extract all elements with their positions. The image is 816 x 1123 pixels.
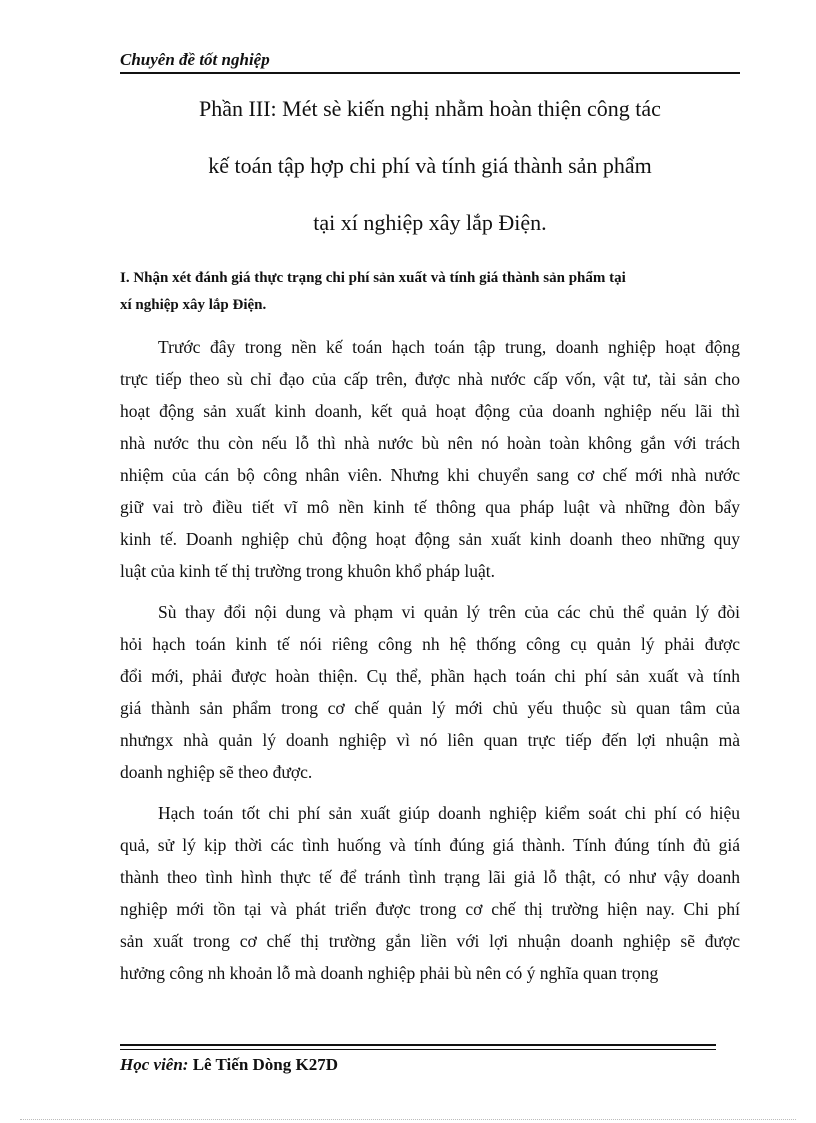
paragraph-2-line: đổi mới, phải được hoàn thiện. Cụ thể, phần hạch toán chi phí sản xuất và tính [120, 666, 740, 686]
paragraph-3-line: Hạch toán tốt chi phí sản xuất giúp doanh nghiệp kiểm soát chi phí có hiệu [158, 803, 740, 823]
paragraph-2-line: hỏi hạch toán kinh tế nói riêng công nh hệ thống công cụ quản lý phải được [120, 634, 740, 654]
title-line-1: Phần III: Mét sè kiến nghị nhằm hoàn thiện công tác [199, 96, 661, 121]
paragraph-2-line: doanh nghiệp sẽ theo được. [120, 762, 313, 782]
paragraph-1-line: hoạt động sản xuất kinh doanh, kết quả hoạt động của doanh nghiệp nếu lãi thì [120, 401, 740, 421]
title-line-2: kế toán tập hợp chi phí và tính giá thành sản phẩm [208, 153, 652, 178]
footer-label: Học viên: [120, 1055, 189, 1074]
page-header [120, 48, 740, 74]
paragraph-1-line: luật của kinh tế thị trường trong khuôn khổ pháp luật. [120, 561, 495, 581]
paragraph-3-line: quả, sử lý kịp thời các tình huống và tính đúng giá thành. Tính đúng tính đủ giá [120, 835, 740, 855]
header-text: Chuyên đề tốt nghiệp [120, 50, 270, 69]
paragraph-3-line: hưởng công nh khoản lỗ mà doanh nghiệp phải bù nên có ý nghĩa quan trọng [120, 963, 659, 983]
page-bottom-edge [20, 1119, 796, 1120]
paragraph-1-line: Trước đây trong nền kế toán hạch toán tập trung, doanh nghiệp hoạt động [158, 337, 740, 357]
section-heading-line-1: I. Nhận xét đánh giá thực trạng chi phí sản xuất và tính giá thành sản phẩm tại [120, 270, 626, 286]
paragraph-3-line: thành theo tình hình thực tế để tránh tình trạng lãi giả lỗ thật, có như vậy doanh [120, 867, 740, 887]
paragraph-1-line: trực tiếp theo sù chỉ đạo của cấp trên, được nhà nước cấp vốn, vật tư, tài sản cho [120, 369, 740, 389]
paragraph-1-line: nhà nước thu còn nếu lỗ thì nhà nước bù nên nó hoàn toàn không gắn với trách [120, 433, 740, 453]
title-line-3: tại xí nghiệp xây lắp Điện. [313, 210, 547, 235]
paragraph-1-line: giữ vai trò điều tiết vĩ mô nền kinh tế thông qua pháp luật và những đòn bẩy [120, 497, 740, 517]
footer-divider [120, 1044, 716, 1050]
footer-author: Lê Tiến Dòng K27D [192, 1055, 339, 1074]
paragraph-3-line: nghiệp mới tồn tại và phát triển được trong cơ chế thị trường hiện nay. Chi phí [120, 899, 740, 919]
section-heading-line-2: xí nghiệp xây lắp Điện. [120, 297, 267, 313]
paragraph-2-line: giá thành sản phẩm trong cơ chế quản lý mới chủ yếu thuộc sù quan tâm của [120, 698, 740, 718]
paragraph-2-line: Sù thay đổi nội dung và phạm vi quản lý trên của các chủ thể quản lý đòi [158, 602, 740, 622]
paragraph-2-line: nhưngx nhà quản lý doanh nghiệp vì nó liên quan trực tiếp đến lợi nhuận mà [120, 730, 740, 750]
paragraph-1-line: nhiệm của cán bộ công nhân viên. Nhưng khi chuyển sang cơ chế mới nhà nước [120, 465, 740, 485]
paragraph-3-line: sản xuất trong cơ chế thị trường gắn liền với lợi nhuận doanh nghiệp sẽ được [120, 931, 740, 951]
paragraph-1-line: kinh tế. Doanh nghiệp chủ động hoạt động sản xuất kinh doanh theo những quy [120, 529, 740, 549]
page-footer [120, 1055, 338, 1075]
